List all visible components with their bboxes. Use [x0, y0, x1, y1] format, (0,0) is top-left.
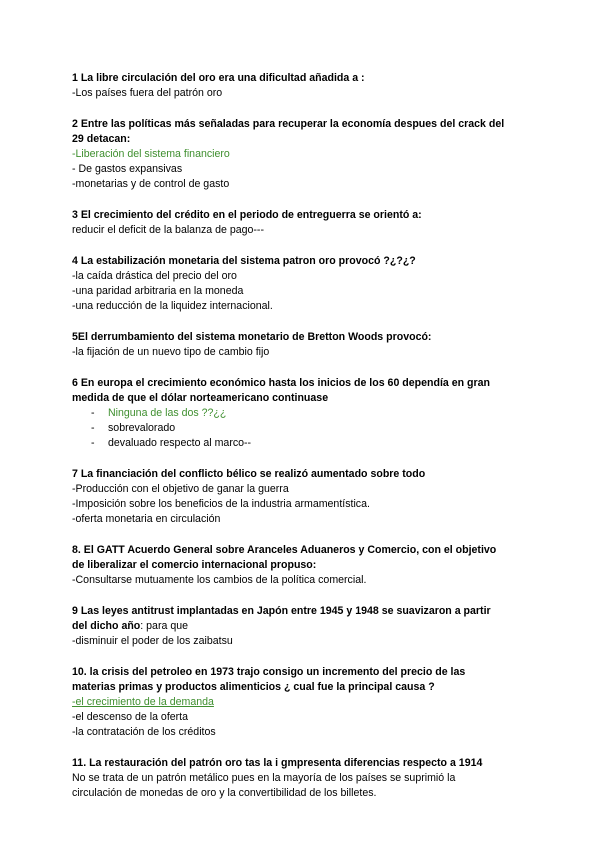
quiz-content — [72, 71, 532, 817]
answer-option: -el descenso de la oferta — [72, 711, 189, 723]
answer-option-highlighted: -el crecimiento de la demanda — [72, 696, 214, 708]
question-title: 6 En europa el crecimiento económico hasta los inicios de los 60 dependía en gran — [72, 377, 490, 389]
answer-bullet-list — [72, 406, 532, 451]
question-title-continued: medida de que el dólar norteamericano continuase — [72, 392, 329, 404]
answer-option: -oferta monetaria en circulación — [72, 513, 221, 525]
question-title-tail: del dicho año — [72, 620, 141, 632]
bullet-item: - sobrevalorado — [72, 421, 532, 436]
answer-option: - De gastos expansivas — [72, 163, 183, 175]
question-10 — [72, 665, 532, 740]
question-5 — [72, 330, 532, 360]
question-1 — [72, 71, 532, 101]
question-2 — [72, 117, 532, 192]
question-title: 5El derrumbamiento del sistema monetario de Bretton Woods provocó: — [72, 331, 432, 343]
answer-option: -la contratación de los créditos — [72, 726, 216, 738]
question-title: 1 La libre circulación del oro era una dificultad añadida a : — [72, 72, 365, 84]
question-title: 2 Entre las políticas más señaladas para recuperar la economía despues del crack del — [72, 118, 505, 130]
question-title-continued: de liberalizar el comercio internacional propuso: — [72, 559, 317, 571]
answer-option: -disminuir el poder de los zaibatsu — [72, 635, 233, 647]
question-title: 9 Las leyes antitrust implantadas en Japón entre 1945 y 1948 se suavizaron a partir — [72, 605, 491, 617]
question-4 — [72, 254, 532, 314]
answer-option: -una paridad arbitraria en la moneda — [72, 285, 244, 297]
answer-option: -Los países fuera del patrón oro — [72, 87, 223, 99]
answer-option: -Imposición sobre los beneficios de la industria armamentística. — [72, 498, 370, 510]
answer-option: -una reducción de la liquidez internacional. — [72, 300, 273, 312]
question-title: 7 La financiación del conflicto bélico se realizó aumentado sobre todo — [72, 468, 426, 480]
answer-option: -la caída drástica del precio del oro — [72, 270, 237, 282]
answer-option-highlighted: -Liberación del sistema financiero — [72, 148, 230, 160]
answer-option: -Consultarse mutuamente los cambios de la política comercial. — [72, 574, 367, 586]
question-11 — [72, 756, 532, 801]
question-3 — [72, 208, 532, 238]
answer-text: No se trata de un patrón metálico pues en la mayoría de los países se suprimió la — [72, 772, 456, 784]
question-title-continued: materias primas y productos alimenticios ¿ cual fue la principal causa ? — [72, 681, 435, 693]
bullet-item: - devaluado respecto al marco-- — [72, 436, 532, 451]
answer-option: reducir el deficit de la balanza de pago--- — [72, 224, 264, 236]
question-8 — [72, 543, 532, 588]
bullet-item-highlighted: - Ninguna de las dos ??¿¿ — [72, 406, 532, 421]
answer-option: -monetarias y de control de gasto — [72, 178, 230, 190]
question-title-tail-plain: : para que — [140, 620, 188, 632]
question-6 — [72, 376, 532, 451]
question-title: 3 El crecimiento del crédito en el periodo de entreguerra se orientó a: — [72, 209, 422, 221]
question-title: 4 La estabilización monetaria del sistema patron oro provocó ?¿?¿? — [72, 255, 416, 267]
question-9 — [72, 604, 532, 649]
question-title-continued — [72, 619, 532, 634]
answer-text: circulación de monedas de oro y la convertibilidad de los billetes. — [72, 787, 377, 799]
question-title: 10. la crisis del petroleo en 1973 trajo consigo un incremento del precio de las — [72, 666, 466, 678]
question-title: 8. El GATT Acuerdo General sobre Aranceles Aduaneros y Comercio, con el objetivo — [72, 544, 497, 556]
question-title: 11. La restauración del patrón oro tas la i gmpresenta diferencias respecto a 1914 — [72, 757, 483, 769]
question-7 — [72, 467, 532, 527]
question-title-continued: 29 detacan: — [72, 133, 131, 145]
answer-option: -Producción con el objetivo de ganar la guerra — [72, 483, 289, 495]
answer-option: -la fijación de un nuevo tipo de cambio fijo — [72, 346, 270, 358]
